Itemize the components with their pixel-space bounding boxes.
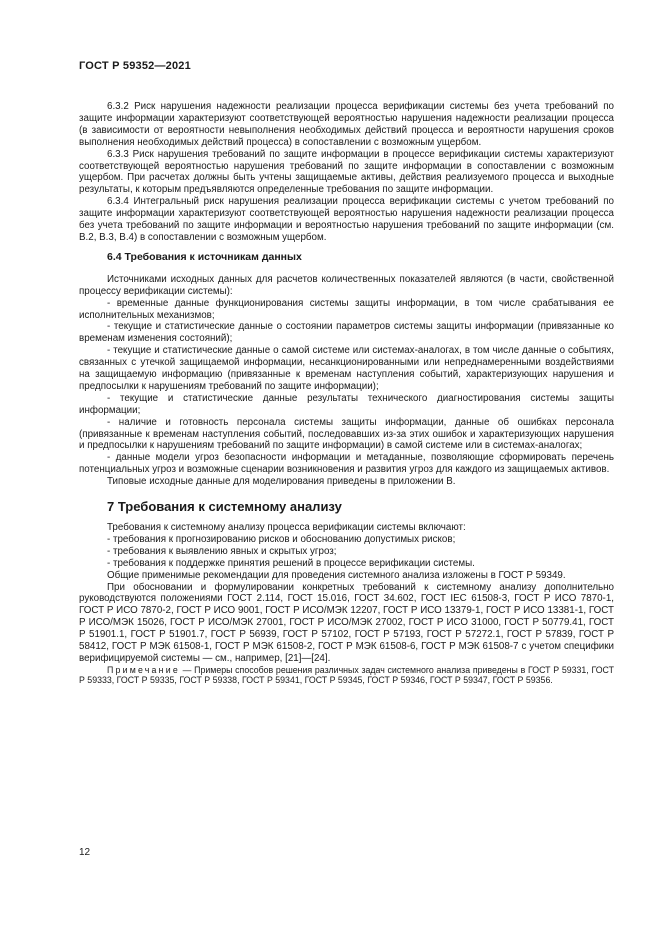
document-header: ГОСТ Р 59352—2021: [79, 60, 191, 72]
section-title-6-4: 6.4 Требования к источникам данных: [107, 250, 302, 263]
list-item: - наличие и готовность персонала системы защиты информации, данные об ошибках персонала (привязанные к временам наступления событий, последовавших из-за этих ошибок и характеризующих нарушения и предпосылки к нарушениям требований по защите информации) в самой системе или в системах-аналогах;: [79, 416, 614, 452]
list-item: - текущие и статистические данные о состоянии параметров системы защиты информации (привязанные ко временам изменения состояний);: [79, 321, 614, 345]
section-6-4-closing: Типовые исходные данные для моделирования приведены в приложении В.: [107, 476, 456, 488]
list-item: - требования к прогнозированию рисков и обоснованию допустимых рисков;: [107, 533, 456, 545]
page-number: 12: [79, 847, 91, 858]
list-item: - временные данные функционирования системы защиты информации, в том числе срабатывания ее исполнительных механизмов;: [79, 297, 614, 321]
list-item: - текущие и статистические данные результаты технического диагностирования системы защиты информации;: [79, 392, 614, 416]
list-item: - текущие и статистические данные о самой системе или системах-аналогах, в том числе данные о событиях, связанных с утечкой защищаемой информации, несанкционированными или непреднамеренными воздействиями на защищаемую информацию (привязанные к временам наступления событий, характеризующих нарушения и предпосылки к нарушениям требований по защите информации);: [79, 345, 614, 392]
list-item: - требования к выявлению явных и скрытых угроз;: [107, 545, 337, 557]
paragraph-6-3-2: 6.3.2 Риск нарушения надежности реализации процесса верификации системы без учета требований по защите информации характеризуют соответствующей вероятностью нарушения надежности реализации процесса (в зависимости от вероятности невыполнения необходимых действий процесса и вероятности нарушения сроков выполнения необходимых действий процесса) в сопоставлении с возможным ущербом.: [79, 101, 614, 148]
chapter-7-references: При обосновании и формулировании конкретных требований к системному анализу дополнительно руководствуются положениями ГОСТ 2.114, ГОСТ 15.016, ГОСТ 34.602, ГОСТ IEC 61508-3, ГОСТ Р ИСО 7870-1, ГОСТ Р ИСО 7870-2, ГОСТ Р ИСО 9001, ГОСТ Р ИСО/МЭК 12207, ГОСТ Р ИСО 13379-1, ГОСТ Р ИСО 13381-1, ГОСТ Р ИСО/МЭК 15026, ГОСТ Р ИСО/МЭК 27001, ГОСТ Р ИСО/МЭК 27002, ГОСТ Р ИСО 31000, ГОСТ Р 50779.41, ГОСТ Р 51901.1, ГОСТ Р 51901.7, ГОСТ Р 56939, ГОСТ Р 57102, ГОСТ Р 57193, ГОСТ Р 57272.1, ГОСТ Р 57839, ГОСТ Р 58412, ГОСТ Р МЭК 61508-1, ГОСТ Р МЭК 61508-2, ГОСТ Р МЭК 61508-6, ГОСТ Р МЭК 61508-7 с учетом специфики верифицируемой системы — см., например, [21]—[24].: [79, 581, 614, 664]
chapter-title-7: 7 Требования к системному анализу: [107, 499, 342, 515]
note: [79, 665, 614, 686]
note-text: — Примеры способов решения различных задач системного анализа приведены в ГОСТ Р 59331, ГОСТ Р 59333, ГОСТ Р 59335, ГОСТ Р 59338, ГОСТ Р 59341, ГОСТ Р 59345, ГОСТ Р 59346, ГОСТ Р 59347, ГОСТ Р 59356.: [79, 664, 614, 686]
document-body: [79, 101, 614, 686]
paragraph-6-3-4: 6.3.4 Интегральный риск нарушения реализации процесса верификации системы с учетом требований по защите информации характеризуют соответствующей вероятностью нарушения надежности реализации процесса без учета требований по защите информации и вероятностью нарушения требований по защите информации (см. В.2, В.3, В.4) в сопоставлении с возможным ущербом.: [79, 196, 614, 243]
list-item: - требования к поддержке принятия решений в процессе верификации системы.: [107, 557, 475, 569]
chapter-7-recommendations: Общие применимые рекомендации для проведения системного анализа изложены в ГОСТ Р 59349.: [107, 569, 566, 581]
paragraph-6-3-3: 6.3.3 Риск нарушения требований по защите информации в процессе верификации системы характеризуют соответствующей вероятностью нарушения требований по защите информации в сопоставлении с возможным ущербом. При расчетах должны быть учтены защищаемые активы, действия реализуемого процесса и выходные результаты, к которым предъявляются определенные требования по защите информации.: [79, 148, 614, 196]
list-item: - данные модели угроз безопасности информации и метаданные, позволяющие сформировать перечень потенциальных угроз и возможные сценарии возникновения и развития угроз для каждого из защищаемых активов.: [79, 452, 614, 476]
chapter-7-intro: Требования к системному анализу процесса верификации системы включают:: [107, 522, 466, 533]
note-label: Примечание: [107, 664, 180, 675]
section-6-4-intro: Источниками исходных данных для расчетов количественных показателей являются (в части, свойственной процессу верификации системы):: [79, 273, 614, 297]
